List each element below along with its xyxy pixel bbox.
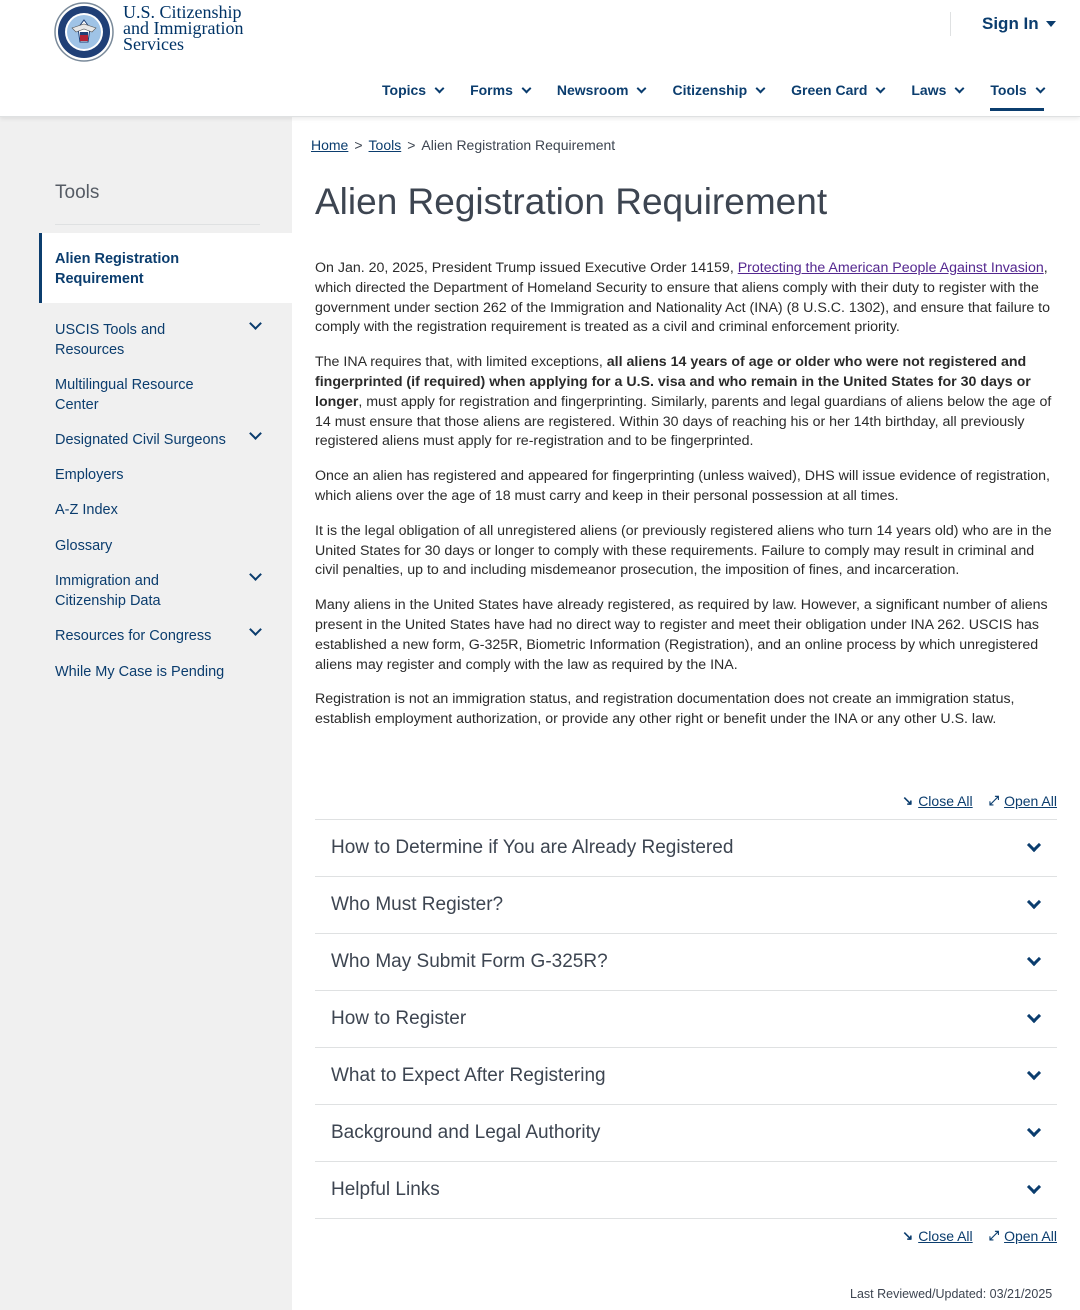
- accordion-label: Who May Submit Form G-325R?: [331, 951, 608, 972]
- nav-citizenship[interactable]: [672, 80, 764, 100]
- close-all-button[interactable]: [902, 793, 972, 809]
- accordion-item-background[interactable]: [315, 1105, 1057, 1162]
- sidebar-item-glossary[interactable]: [55, 536, 275, 556]
- chevron-down-icon[interactable]: [249, 317, 262, 330]
- chevron-down-icon: [637, 83, 647, 93]
- accordion-label: Background and Legal Authority: [331, 1122, 601, 1143]
- main-nav: [382, 80, 1044, 100]
- sidebar-item-label: Glossary: [55, 538, 113, 554]
- accordion-item-already-registered[interactable]: [315, 820, 1057, 877]
- sidebar-item-multilingual[interactable]: [55, 375, 275, 415]
- sidebar-item-label: A-Z Index: [55, 502, 118, 518]
- sidebar-item-label: While My Case is Pending: [55, 664, 225, 680]
- chevron-down-icon: [1027, 1180, 1041, 1194]
- sidebar-item-uscis-tools[interactable]: [55, 320, 275, 360]
- sidebar-item-label: Alien Registration Requirement: [55, 251, 180, 287]
- close-all-label: Close All: [918, 793, 973, 809]
- nav-label: Tools: [990, 82, 1027, 98]
- collapse-icon: ↘︎: [902, 793, 914, 808]
- sidebar: [0, 117, 292, 1310]
- sidebar-item-employers[interactable]: [55, 465, 275, 485]
- executive-order-link[interactable]: Protecting the American People Against Invasion: [737, 260, 1044, 276]
- caret-down-icon: [1046, 21, 1056, 27]
- open-all-button[interactable]: [989, 1228, 1057, 1244]
- open-all-button[interactable]: [989, 793, 1057, 809]
- paragraph: Once an alien has registered and appeared for fingerprinting (unless waived), DHS will issue evidence of registration, which aliens over the age of 18 must carry and keep in their personal possession at all times.: [315, 468, 1050, 504]
- chevron-down-icon[interactable]: [249, 427, 262, 440]
- sidebar-item-label: Designated Civil Surgeons: [55, 432, 226, 448]
- sidebar-divider: [55, 224, 260, 225]
- dhs-seal-icon: [54, 2, 114, 62]
- accordion-label: Helpful Links: [331, 1179, 440, 1200]
- accordion-item-what-to-expect[interactable]: [315, 1048, 1057, 1105]
- nav-label: Forms: [470, 82, 513, 98]
- chevron-down-icon: [1035, 83, 1045, 93]
- sidebar-item-az-index[interactable]: [55, 500, 275, 520]
- chevron-down-icon: [1027, 838, 1041, 852]
- nav-label: Citizenship: [672, 82, 748, 98]
- nav-label: Topics: [382, 82, 427, 98]
- sign-in-button[interactable]: [982, 14, 1056, 34]
- logo-text: [123, 4, 243, 52]
- nav-tools[interactable]: [990, 80, 1043, 100]
- uscis-logo[interactable]: [54, 2, 243, 62]
- accordion-label: How to Register: [331, 1008, 467, 1029]
- close-all-label: Close All: [918, 1228, 973, 1244]
- expand-icon: ⤢: [988, 793, 1000, 808]
- close-all-button[interactable]: [902, 1228, 972, 1244]
- sidebar-item-case-pending[interactable]: [55, 662, 275, 682]
- chevron-down-icon: [1027, 952, 1041, 966]
- sidebar-item-label: Immigration and Citizenship Data: [55, 573, 161, 609]
- chevron-down-icon: [521, 83, 531, 93]
- logo-line: and Immigration: [123, 18, 244, 38]
- accordion-item-helpful-links[interactable]: [315, 1162, 1057, 1219]
- chevron-down-icon: [1027, 1066, 1041, 1080]
- sidebar-item-congress[interactable]: [55, 626, 275, 646]
- page-title: Alien Registration Requirement: [315, 181, 828, 222]
- sidebar-item-civil-surgeons[interactable]: [55, 430, 275, 450]
- open-all-label: Open All: [1004, 793, 1057, 809]
- expand-icon: ⤢: [988, 1228, 1000, 1243]
- breadcrumb-separator: >: [354, 137, 363, 153]
- paragraph-bold: all aliens 14 years of age or older who were not registered and fingerprinted (if required) when applying for a U.S. visa and who remain in the United States for 30 days or longer: [315, 354, 1031, 410]
- open-all-label: Open All: [1004, 1228, 1057, 1244]
- sidebar-title: Tools: [55, 182, 100, 203]
- nav-label: Green Card: [791, 82, 868, 98]
- accordion-label: Who Must Register?: [331, 894, 504, 915]
- accordion-item-who-may-submit[interactable]: [315, 934, 1057, 991]
- paragraph-text: , must apply for registration and fingerprinting. Similarly, parents and legal guardians of aliens below the age of 14 must ensure that those aliens are registered. Within 30 days of reaching his or her 14th birthday, all previously registered aliens must apply for re-registration and to be fingerprinted.: [315, 393, 1052, 450]
- nav-label: Newsroom: [556, 82, 629, 98]
- breadcrumb-current: Alien Registration Requirement: [421, 137, 616, 153]
- paragraph-text: On Jan. 20, 2025, President Trump issued Executive Order 14159,: [315, 260, 738, 276]
- nav-laws[interactable]: [911, 80, 963, 100]
- chevron-down-icon: [876, 83, 886, 93]
- logo-line: Services: [123, 34, 184, 54]
- accordion-label: How to Determine if You are Already Registered: [331, 837, 734, 858]
- sidebar-item-label: Resources for Congress: [55, 628, 212, 644]
- paragraph: [315, 353, 1057, 452]
- accordion-controls-top: [902, 793, 1057, 809]
- nav-label: Laws: [911, 82, 947, 98]
- breadcrumb-separator: >: [407, 137, 416, 153]
- accordion-label: What to Expect After Registering: [331, 1065, 606, 1086]
- nav-topics[interactable]: [382, 80, 443, 100]
- sidebar-item-alien-registration[interactable]: [39, 233, 292, 303]
- breadcrumb-home-link[interactable]: Home: [311, 137, 349, 153]
- paragraph: It is the legal obligation of all unregistered aliens (or previously registered aliens who turn 14 years old) who are in the United States for 30 days or longer to comply with these requirements. Failure to comply may result in criminal and civil penalties, up to and including misdemeanor prosecution, the imposition of fines, and incarceration.: [315, 522, 1052, 579]
- sidebar-item-data[interactable]: [55, 571, 275, 611]
- breadcrumb: [311, 137, 615, 153]
- nav-newsroom[interactable]: [557, 80, 646, 100]
- paragraph: [315, 259, 1057, 338]
- collapse-icon: ↘︎: [902, 1228, 914, 1243]
- site-header: [0, 0, 1080, 117]
- header-divider: [950, 12, 951, 36]
- accordion-item-how-to-register[interactable]: [315, 991, 1057, 1048]
- chevron-down-icon: [1027, 1009, 1041, 1023]
- logo-line: U.S. Citizenship: [123, 2, 242, 22]
- chevron-down-icon: [756, 83, 766, 93]
- breadcrumb-tools-link[interactable]: Tools: [368, 137, 402, 153]
- chevron-down-icon: [1027, 1123, 1041, 1137]
- accordion-item-who-must-register[interactable]: [315, 877, 1057, 934]
- accordion-controls-bottom: [902, 1228, 1057, 1244]
- chevron-down-icon[interactable]: [249, 623, 262, 636]
- sign-in-label: Sign In: [982, 14, 1039, 33]
- sidebar-item-label: Multilingual Resource Center: [55, 377, 194, 413]
- chevron-down-icon: [435, 83, 445, 93]
- chevron-down-icon[interactable]: [249, 568, 262, 581]
- paragraph-text: The INA requires that, with limited exceptions,: [315, 354, 607, 371]
- body-text: [315, 259, 1057, 745]
- paragraph-text: , which directed the Department of Homeland Security to ensure that aliens comply with their duty to register with the government under section 262 of the Immigration and Nationality Act (INA) (8 U.S.C. 1302), and ensure that failure to comply with the registration requirement is treated as a civil and criminal enforcement priority.: [315, 260, 1050, 336]
- accordion: [315, 819, 1057, 1219]
- sidebar-item-label: USCIS Tools and Resources: [55, 322, 166, 358]
- nav-forms[interactable]: [470, 80, 530, 100]
- paragraph: Registration is not an immigration status, and registration documentation does not create an immigration status, establish employment authorization, or provide any other right or benefit under the INA or any other U.S. law.: [315, 691, 1015, 728]
- nav-green-card[interactable]: [791, 80, 884, 100]
- chevron-down-icon: [1027, 895, 1041, 909]
- sidebar-item-label: Employers: [55, 467, 124, 483]
- last-reviewed-date: Last Reviewed/Updated: 03/21/2025: [850, 1287, 1053, 1301]
- paragraph: Many aliens in the United States have already registered, as required by law. However, a significant number of aliens present in the United States have had no direct way to register and meet their obligation under INA 262. USCIS has established a new form, G-325R, Biometric Information (Registration), and an online process by which unregistered aliens may register and comply with the law as required by the INA.: [315, 597, 1048, 673]
- chevron-down-icon: [955, 83, 965, 93]
